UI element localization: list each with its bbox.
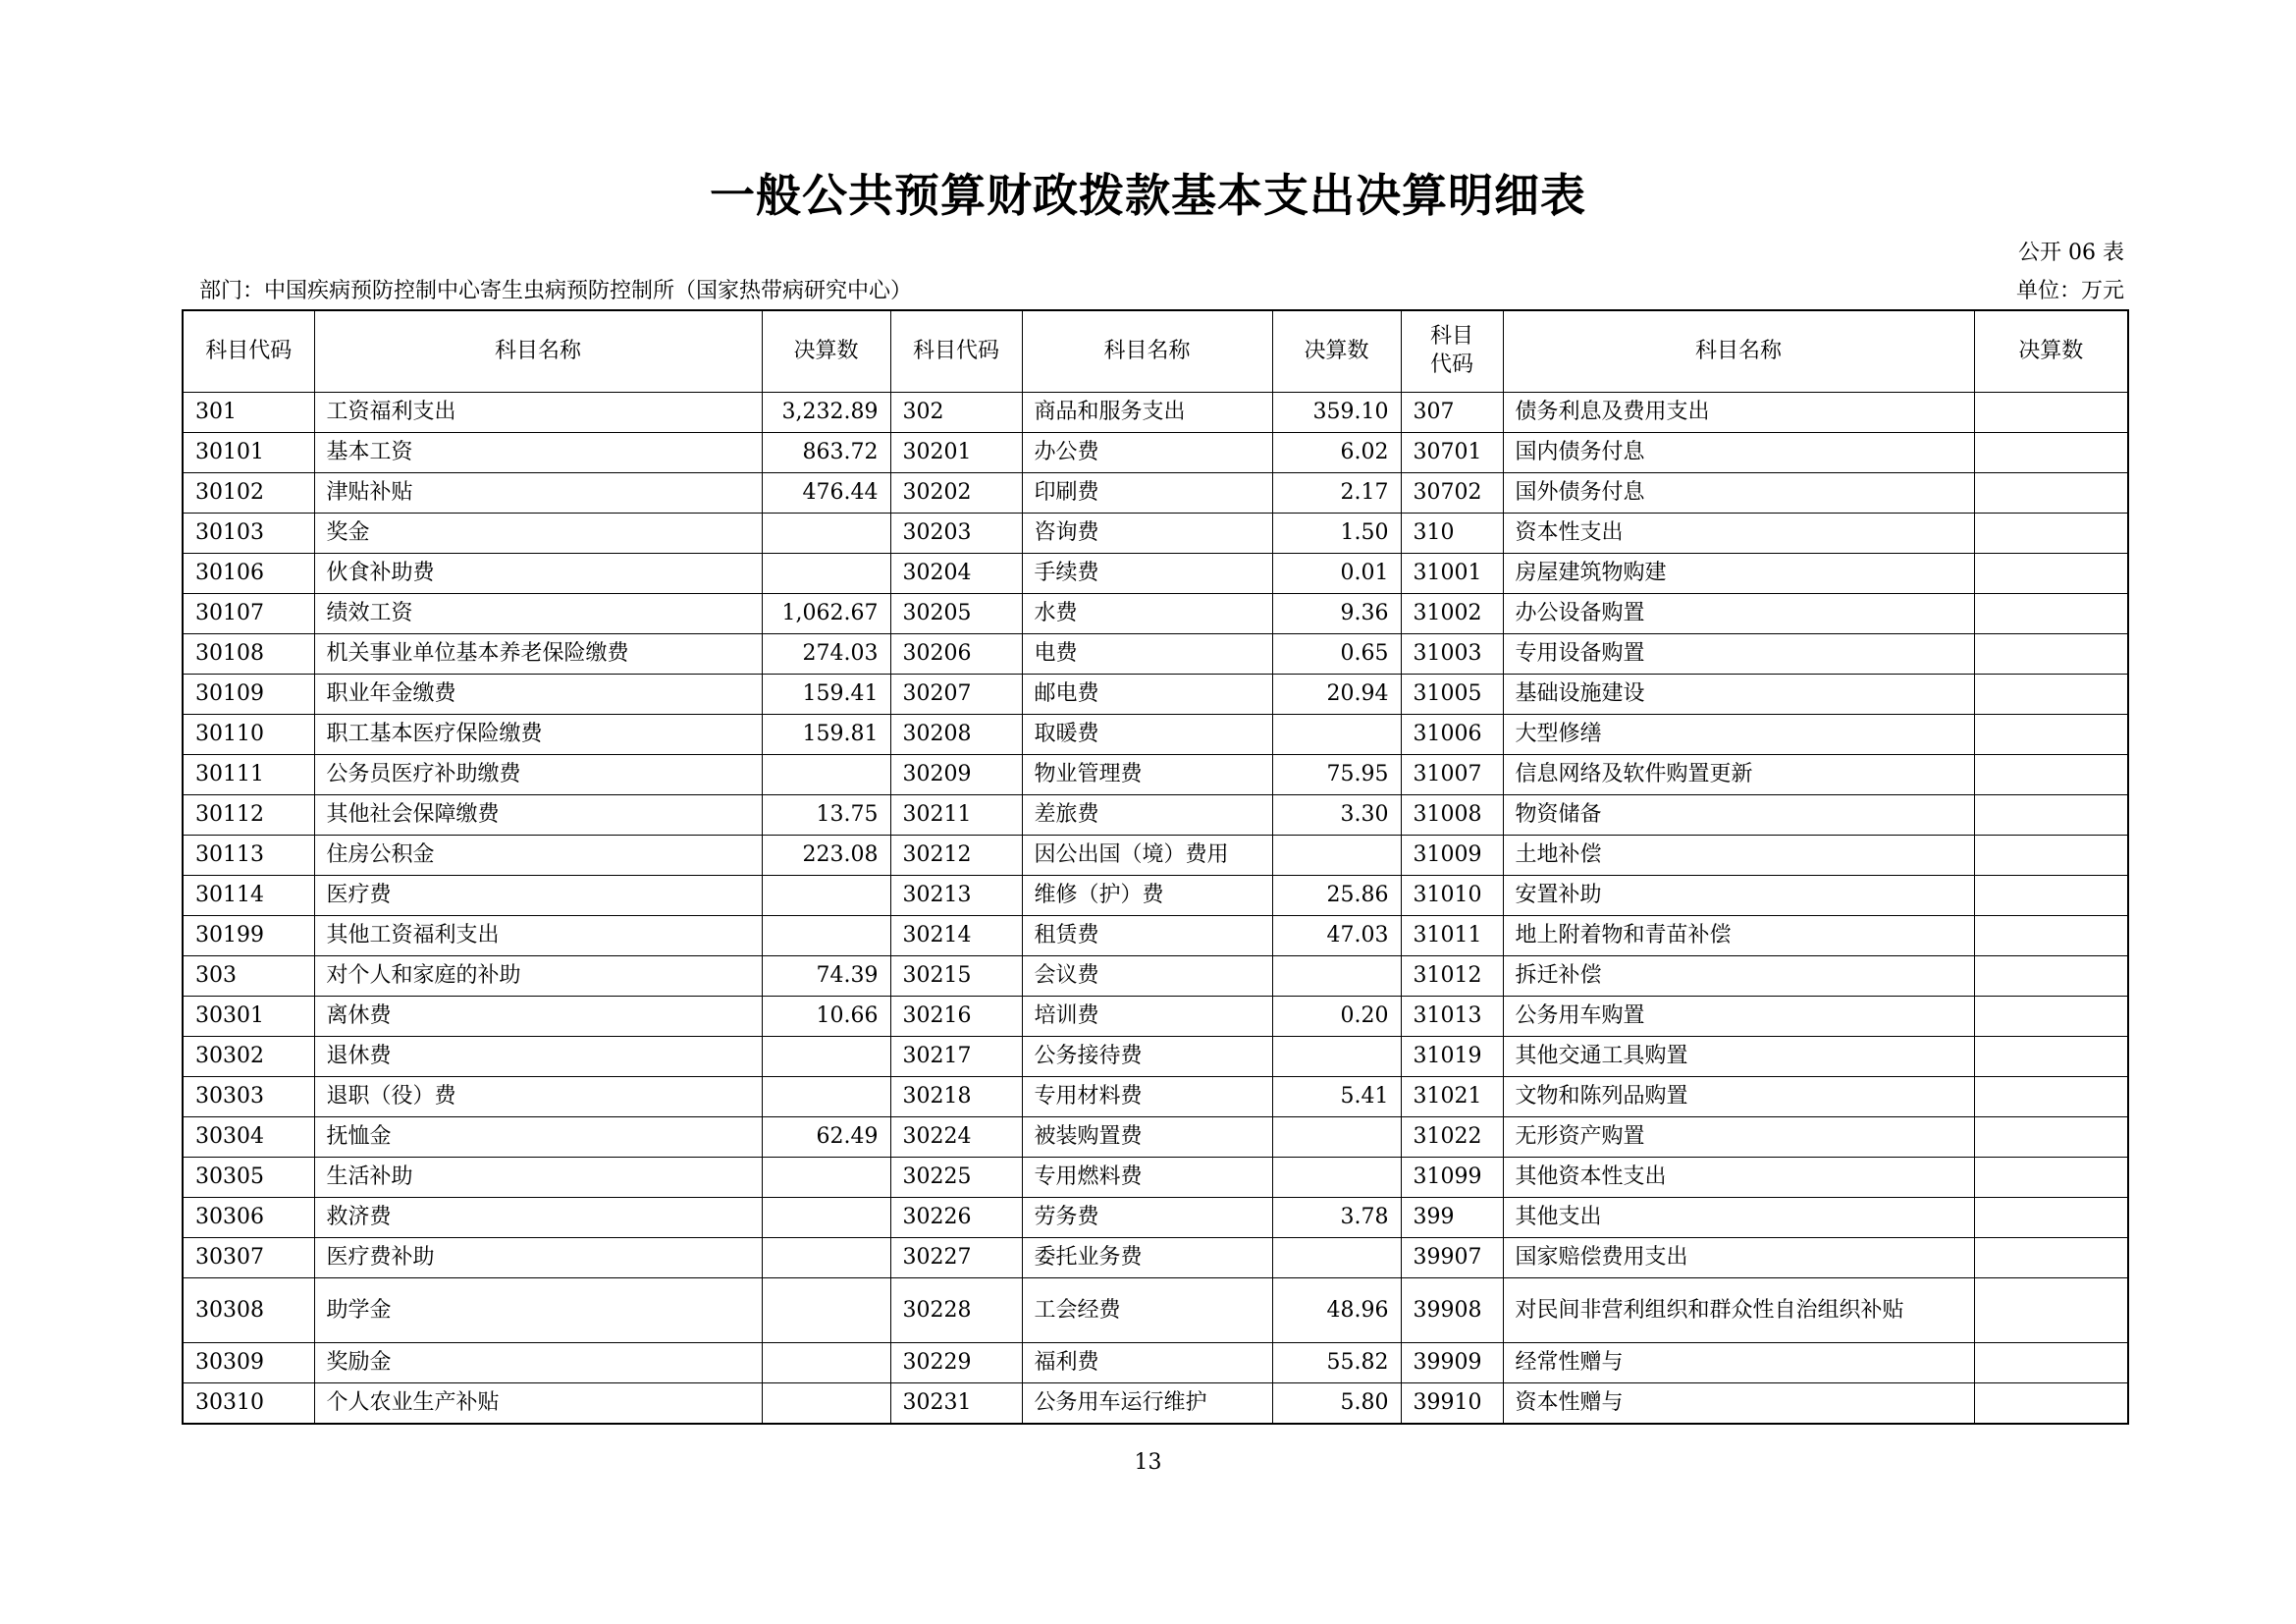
amount-cell [1974, 795, 2128, 836]
code-cell: 30302 [183, 1037, 314, 1077]
table-row [183, 1158, 2128, 1198]
amount-cell [1974, 554, 2128, 594]
amount-cell: 0.65 [1272, 634, 1401, 675]
amount-cell [1974, 1077, 2128, 1117]
table-row [183, 795, 2128, 836]
name-cell: 咨询费 [1022, 514, 1272, 554]
table-row [183, 594, 2128, 634]
amount-cell [1974, 393, 2128, 433]
amount-cell [1974, 1383, 2128, 1424]
code-cell: 31007 [1401, 755, 1503, 795]
amount-cell [1272, 956, 1401, 997]
code-cell: 31002 [1401, 594, 1503, 634]
amount-cell: 48.96 [1272, 1278, 1401, 1343]
header-code: 科目代码 [890, 310, 1022, 393]
name-cell: 工会经费 [1022, 1278, 1272, 1343]
name-cell: 基本工资 [314, 433, 762, 473]
name-cell: 委托业务费 [1022, 1238, 1272, 1278]
code-cell: 30212 [890, 836, 1022, 876]
code-cell: 30310 [183, 1383, 314, 1424]
code-cell: 30101 [183, 433, 314, 473]
name-cell: 土地补偿 [1503, 836, 1974, 876]
table-header-row [183, 310, 2128, 393]
name-cell: 福利费 [1022, 1343, 1272, 1383]
name-cell: 伙食补助费 [314, 554, 762, 594]
name-cell: 商品和服务支出 [1022, 393, 1272, 433]
table-row [183, 1077, 2128, 1117]
header-amount: 决算数 [1272, 310, 1401, 393]
code-cell: 30228 [890, 1278, 1022, 1343]
code-cell: 31009 [1401, 836, 1503, 876]
code-cell: 30309 [183, 1343, 314, 1383]
code-cell: 30307 [183, 1238, 314, 1278]
name-cell: 手续费 [1022, 554, 1272, 594]
amount-cell [762, 1238, 890, 1278]
amount-cell: 0.01 [1272, 554, 1401, 594]
amount-cell: 75.95 [1272, 755, 1401, 795]
amount-cell [1974, 1117, 2128, 1158]
name-cell: 国内债务付息 [1503, 433, 1974, 473]
name-cell: 奖金 [314, 514, 762, 554]
code-cell: 39908 [1401, 1278, 1503, 1343]
name-cell: 助学金 [314, 1278, 762, 1343]
name-cell: 邮电费 [1022, 675, 1272, 715]
name-cell: 住房公积金 [314, 836, 762, 876]
code-cell: 30112 [183, 795, 314, 836]
code-cell: 31099 [1401, 1158, 1503, 1198]
name-cell: 对民间非营利组织和群众性自治组织补贴 [1503, 1278, 1974, 1343]
code-cell: 31001 [1401, 554, 1503, 594]
name-cell: 其他社会保障缴费 [314, 795, 762, 836]
code-cell: 30301 [183, 997, 314, 1037]
amount-cell [1974, 1238, 2128, 1278]
name-cell: 拆迁补偿 [1503, 956, 1974, 997]
table-row [183, 755, 2128, 795]
table-row [183, 1383, 2128, 1424]
table-row [183, 514, 2128, 554]
form-number: 公开 06 表 [2018, 241, 2124, 265]
code-cell: 30203 [890, 514, 1022, 554]
amount-cell: 476.44 [762, 473, 890, 514]
table-row [183, 634, 2128, 675]
name-cell: 公务接待费 [1022, 1037, 1272, 1077]
code-cell: 30113 [183, 836, 314, 876]
amount-cell [1974, 594, 2128, 634]
code-cell: 30213 [890, 876, 1022, 916]
amount-cell [1272, 1037, 1401, 1077]
amount-cell [1974, 473, 2128, 514]
amount-cell [1272, 1117, 1401, 1158]
table-row [183, 554, 2128, 594]
amount-cell [762, 876, 890, 916]
amount-cell: 10.66 [762, 997, 890, 1037]
amount-cell [1974, 1278, 2128, 1343]
amount-cell [1974, 433, 2128, 473]
name-cell: 医疗费 [314, 876, 762, 916]
name-cell: 地上附着物和青苗补偿 [1503, 916, 1974, 956]
code-cell: 30206 [890, 634, 1022, 675]
name-cell: 其他支出 [1503, 1198, 1974, 1238]
code-cell: 31008 [1401, 795, 1503, 836]
code-cell: 30308 [183, 1278, 314, 1343]
name-cell: 专用设备购置 [1503, 634, 1974, 675]
name-cell: 工资福利支出 [314, 393, 762, 433]
code-cell: 39910 [1401, 1383, 1503, 1424]
page-title: 一般公共预算财政拨款基本支出决算明细表 [710, 169, 1586, 222]
code-cell: 30231 [890, 1383, 1022, 1424]
header-name: 科目名称 [1503, 310, 1974, 393]
name-cell: 印刷费 [1022, 473, 1272, 514]
amount-cell [1272, 836, 1401, 876]
code-cell: 30103 [183, 514, 314, 554]
code-cell: 31019 [1401, 1037, 1503, 1077]
code-cell: 30227 [890, 1238, 1022, 1278]
name-cell: 因公出国（境）费用 [1022, 836, 1272, 876]
name-cell: 其他工资福利支出 [314, 916, 762, 956]
code-cell: 30211 [890, 795, 1022, 836]
amount-cell: 3.30 [1272, 795, 1401, 836]
code-cell: 30303 [183, 1077, 314, 1117]
amount-cell [1272, 1238, 1401, 1278]
amount-cell: 0.20 [1272, 997, 1401, 1037]
table-row [183, 715, 2128, 755]
header-code-stacked [1401, 310, 1503, 393]
code-cell: 31006 [1401, 715, 1503, 755]
amount-cell [1272, 1158, 1401, 1198]
name-cell: 劳务费 [1022, 1198, 1272, 1238]
amount-cell: 25.86 [1272, 876, 1401, 916]
name-cell: 离休费 [314, 997, 762, 1037]
name-cell: 公务用车运行维护 [1022, 1383, 1272, 1424]
code-cell: 30214 [890, 916, 1022, 956]
name-cell: 绩效工资 [314, 594, 762, 634]
code-cell: 30114 [183, 876, 314, 916]
header-amount: 决算数 [1974, 310, 2128, 393]
code-cell: 30306 [183, 1198, 314, 1238]
table-row [183, 1117, 2128, 1158]
name-cell: 国家赔偿费用支出 [1503, 1238, 1974, 1278]
amount-cell [1974, 997, 2128, 1037]
amount-cell [762, 1383, 890, 1424]
amount-cell [1974, 634, 2128, 675]
amount-cell: 1,062.67 [762, 594, 890, 634]
amount-cell [1974, 876, 2128, 916]
amount-cell: 159.81 [762, 715, 890, 755]
code-cell: 31005 [1401, 675, 1503, 715]
name-cell: 信息网络及软件购置更新 [1503, 755, 1974, 795]
name-cell: 无形资产购置 [1503, 1117, 1974, 1158]
amount-cell: 863.72 [762, 433, 890, 473]
amount-cell: 5.80 [1272, 1383, 1401, 1424]
name-cell: 资本性支出 [1503, 514, 1974, 554]
amount-cell [1974, 916, 2128, 956]
name-cell: 国外债务付息 [1503, 473, 1974, 514]
amount-cell [1974, 1343, 2128, 1383]
name-cell: 债务利息及费用支出 [1503, 393, 1974, 433]
code-cell: 30218 [890, 1077, 1022, 1117]
header-code: 科目代码 [183, 310, 314, 393]
code-cell: 30215 [890, 956, 1022, 997]
amount-cell: 47.03 [1272, 916, 1401, 956]
name-cell: 个人农业生产补贴 [314, 1383, 762, 1424]
code-cell: 30202 [890, 473, 1022, 514]
code-cell: 301 [183, 393, 314, 433]
name-cell: 其他交通工具购置 [1503, 1037, 1974, 1077]
name-cell: 公务用车购置 [1503, 997, 1974, 1037]
amount-cell: 55.82 [1272, 1343, 1401, 1383]
amount-cell [762, 1077, 890, 1117]
amount-cell [762, 1198, 890, 1238]
page-number: 13 [1134, 1450, 1162, 1475]
name-cell: 专用材料费 [1022, 1077, 1272, 1117]
amount-cell [762, 1278, 890, 1343]
code-cell: 399 [1401, 1198, 1503, 1238]
amount-cell: 274.03 [762, 634, 890, 675]
table-row [183, 876, 2128, 916]
code-cell: 39909 [1401, 1343, 1503, 1383]
name-cell: 安置补助 [1503, 876, 1974, 916]
table-row [183, 433, 2128, 473]
name-cell: 奖励金 [314, 1343, 762, 1383]
code-cell: 303 [183, 956, 314, 997]
code-cell: 30107 [183, 594, 314, 634]
code-cell: 30102 [183, 473, 314, 514]
table-row [183, 1343, 2128, 1383]
name-cell: 经常性赠与 [1503, 1343, 1974, 1383]
code-cell: 30304 [183, 1117, 314, 1158]
code-cell: 30207 [890, 675, 1022, 715]
amount-cell [762, 1037, 890, 1077]
code-cell: 39907 [1401, 1238, 1503, 1278]
amount-cell [1974, 675, 2128, 715]
code-cell: 30110 [183, 715, 314, 755]
name-cell: 大型修缮 [1503, 715, 1974, 755]
unit-label: 单位：万元 [2015, 279, 2124, 303]
amount-cell: 1.50 [1272, 514, 1401, 554]
name-cell: 资本性赠与 [1503, 1383, 1974, 1424]
name-cell: 办公费 [1022, 433, 1272, 473]
code-cell: 30204 [890, 554, 1022, 594]
header-name: 科目名称 [1022, 310, 1272, 393]
amount-cell [1974, 715, 2128, 755]
code-cell: 30224 [890, 1117, 1022, 1158]
name-cell: 办公设备购置 [1503, 594, 1974, 634]
name-cell: 对个人和家庭的补助 [314, 956, 762, 997]
code-cell: 31021 [1401, 1077, 1503, 1117]
amount-cell: 159.41 [762, 675, 890, 715]
table-row [183, 473, 2128, 514]
amount-cell: 5.41 [1272, 1077, 1401, 1117]
name-cell: 医疗费补助 [314, 1238, 762, 1278]
name-cell: 救济费 [314, 1198, 762, 1238]
header-code-line-1: 科目 [1429, 324, 1473, 350]
amount-cell: 62.49 [762, 1117, 890, 1158]
expenditure-detail-table [182, 309, 2129, 1425]
name-cell: 租赁费 [1022, 916, 1272, 956]
table-row [183, 1037, 2128, 1077]
name-cell: 其他资本性支出 [1503, 1158, 1974, 1198]
table-row [183, 836, 2128, 876]
amount-cell: 13.75 [762, 795, 890, 836]
name-cell: 文物和陈列品购置 [1503, 1077, 1974, 1117]
amount-cell [1974, 1037, 2128, 1077]
amount-cell [762, 554, 890, 594]
name-cell: 差旅费 [1022, 795, 1272, 836]
amount-cell: 6.02 [1272, 433, 1401, 473]
department-label: 部门：中国疾病预防控制中心寄生虫病预防控制所（国家热带病研究中心） [199, 279, 913, 303]
code-cell: 30209 [890, 755, 1022, 795]
name-cell: 职业年金缴费 [314, 675, 762, 715]
code-cell: 31011 [1401, 916, 1503, 956]
code-cell: 302 [890, 393, 1022, 433]
code-cell: 307 [1401, 393, 1503, 433]
amount-cell [1974, 1198, 2128, 1238]
name-cell: 物资储备 [1503, 795, 1974, 836]
code-cell: 30201 [890, 433, 1022, 473]
name-cell: 被装购置费 [1022, 1117, 1272, 1158]
table-row [183, 1198, 2128, 1238]
table-body [183, 393, 2128, 1424]
code-cell: 30109 [183, 675, 314, 715]
amount-cell [762, 916, 890, 956]
code-cell: 30701 [1401, 433, 1503, 473]
name-cell: 房屋建筑物购建 [1503, 554, 1974, 594]
amount-cell: 9.36 [1272, 594, 1401, 634]
amount-cell: 20.94 [1272, 675, 1401, 715]
code-cell: 31012 [1401, 956, 1503, 997]
name-cell: 抚恤金 [314, 1117, 762, 1158]
table-row [183, 1238, 2128, 1278]
code-cell: 30702 [1401, 473, 1503, 514]
table-row [183, 675, 2128, 715]
name-cell: 退职（役）费 [314, 1077, 762, 1117]
code-cell: 30108 [183, 634, 314, 675]
header-name: 科目名称 [314, 310, 762, 393]
name-cell: 津贴补贴 [314, 473, 762, 514]
code-cell: 310 [1401, 514, 1503, 554]
code-cell: 30106 [183, 554, 314, 594]
amount-cell [1974, 755, 2128, 795]
code-cell: 31013 [1401, 997, 1503, 1037]
table-row [183, 956, 2128, 997]
amount-cell [1974, 514, 2128, 554]
amount-cell: 3,232.89 [762, 393, 890, 433]
amount-cell [762, 514, 890, 554]
name-cell: 退休费 [314, 1037, 762, 1077]
name-cell: 基础设施建设 [1503, 675, 1974, 715]
name-cell: 取暖费 [1022, 715, 1272, 755]
code-cell: 30111 [183, 755, 314, 795]
code-cell: 30229 [890, 1343, 1022, 1383]
code-cell: 30217 [890, 1037, 1022, 1077]
amount-cell [762, 1343, 890, 1383]
table-row [183, 1278, 2128, 1343]
table-row [183, 393, 2128, 433]
name-cell: 机关事业单位基本养老保险缴费 [314, 634, 762, 675]
name-cell: 水费 [1022, 594, 1272, 634]
amount-cell: 359.10 [1272, 393, 1401, 433]
name-cell: 专用燃料费 [1022, 1158, 1272, 1198]
code-cell: 30205 [890, 594, 1022, 634]
code-cell: 31010 [1401, 876, 1503, 916]
code-cell: 30208 [890, 715, 1022, 755]
code-cell: 30225 [890, 1158, 1022, 1198]
name-cell: 物业管理费 [1022, 755, 1272, 795]
amount-cell [1272, 715, 1401, 755]
table-row [183, 997, 2128, 1037]
header-amount: 决算数 [762, 310, 890, 393]
amount-cell: 74.39 [762, 956, 890, 997]
name-cell: 维修（护）费 [1022, 876, 1272, 916]
amount-cell: 2.17 [1272, 473, 1401, 514]
amount-cell [762, 755, 890, 795]
table-row [183, 916, 2128, 956]
name-cell: 会议费 [1022, 956, 1272, 997]
name-cell: 职工基本医疗保险缴费 [314, 715, 762, 755]
amount-cell: 223.08 [762, 836, 890, 876]
name-cell: 电费 [1022, 634, 1272, 675]
header-code-line-2: 代码 [1429, 352, 1473, 377]
code-cell: 30216 [890, 997, 1022, 1037]
amount-cell [762, 1158, 890, 1198]
code-cell: 30199 [183, 916, 314, 956]
amount-cell [1974, 956, 2128, 997]
name-cell: 公务员医疗补助缴费 [314, 755, 762, 795]
code-cell: 30305 [183, 1158, 314, 1198]
code-cell: 31003 [1401, 634, 1503, 675]
amount-cell: 3.78 [1272, 1198, 1401, 1238]
code-cell: 31022 [1401, 1117, 1503, 1158]
amount-cell [1974, 836, 2128, 876]
name-cell: 培训费 [1022, 997, 1272, 1037]
amount-cell [1974, 1158, 2128, 1198]
code-cell: 30226 [890, 1198, 1022, 1238]
name-cell: 生活补助 [314, 1158, 762, 1198]
